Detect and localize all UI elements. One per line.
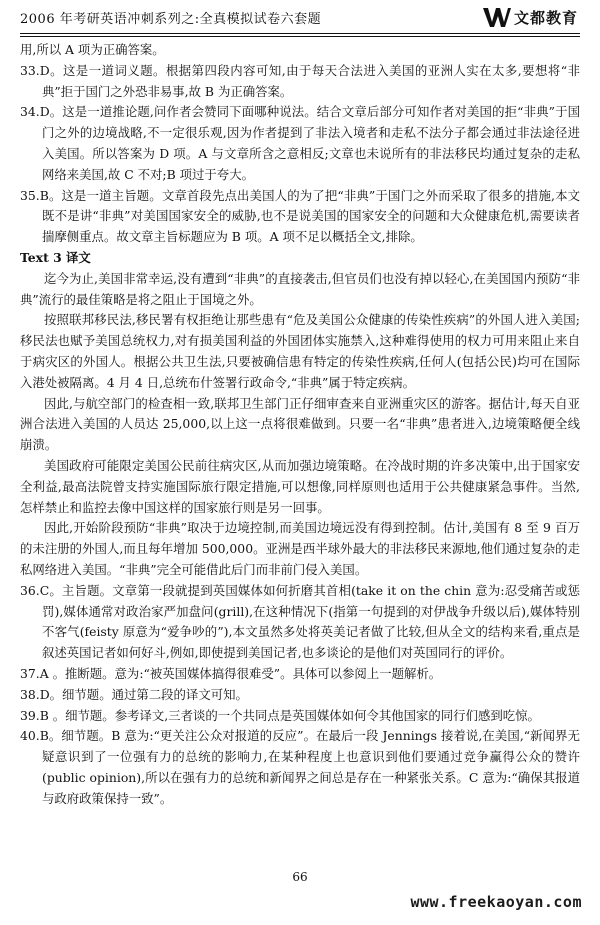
answer-item: 34.D。这是一道推论题,问作者会赞同下面哪种说法。结合文章后部分可知作者对美国的拒“非典”于国门之外的边境战略,不一定很乐观,因为作者提到了非法入境者和走私不法分子都会通过非法途径进入美国。所以答案为 D 项。A 与文章所含之意相反;文章也未说所有的非法移民均通过复杂的走私网络来美国,故 C 不对;B 项过于夸大。 (20, 104, 580, 182)
wendu-logo-icon (483, 6, 511, 28)
page-number: 66 (292, 870, 308, 884)
answer-explanations (20, 40, 580, 809)
translation-paragraph: 因此,与航空部门的检查相一致,联邦卫生部门正仔细审查来自亚洲重灾区的游客。据估计,每天自亚洲合法进入美国的人员达 25,000,以上这一点将很难做到。只要一名“非典”患者进入,边境策略便全线崩溃。 (20, 395, 580, 453)
answer-item: 38.D。细节题。通过第二段的译文可知。 (20, 686, 248, 702)
site-url: www.freekaoyan.com (410, 893, 582, 911)
answer-item: 35.B。这是一道主旨题。文章首段先点出美国人的为了把“非典”于国门之外而采取了很多的措施,本文既不是讲“非典”对美国国家安全的威胁,也不是说美国的国家安全的问题和大众健康危机,需要读者揣摩侧重点。故文章主旨标题应为 B 项。A 项不足以概括全文,排除。 (20, 187, 580, 245)
brand (483, 4, 578, 30)
answer-item: 36.C。主旨题。文章第一段就提到英国媒体如何折磨其首相(take it on the chin 意为:忍受痛苦或惩罚),媒体通常对政治家严加盘问(grill),在这种情况下(指第一句提到的对伊战争升级以后),媒体特别不客气(feisty 原意为“爱争吵的”),本文虽然多处将英美记者做了比较,但从全文的结构来看,重点是叙述英国记者如何好斗,例如,即使提到美国记者,也多谈论的是他们对英国同行的评价。 (20, 582, 580, 661)
header-rule-thin (20, 36, 580, 37)
header-rule (20, 33, 580, 34)
answer-item: 37.A 。推断题。意为:“被英国媒体搞得很难受”。具体可以参阅上一题解析。 (20, 665, 442, 681)
header-title: 2006 年考研英语冲刺系列之:全真模拟试卷六套题 (20, 12, 322, 27)
continuation-paragraph: 用,所以 A 项为正确答案。 (20, 42, 165, 57)
translation-paragraph: 迄今为止,美国非常幸运,没有遭到“非典”的直接袭击,但官员们也没有掉以轻心,在美国国内预防“非典”流行的最佳策略是将之阻止于国境之外。 (20, 270, 580, 307)
translation-paragraph: 按照联邦移民法,移民署有权拒绝让那些患有“危及美国公众健康的传染性疾病”的外国人进入美国;移民法也赋予美国总统权力,对有损美国利益的外国团体实施禁入,这种难得使用的权力可用来阻止来自于病灾区的外国人。根据公共卫生法,只要被确信患有特定的传染性疾病,任何人(包括公民)均可在国际入港处被隔离。4 月 4 日,总统布什签署行政命令,“非典”属于特定疾病。 (20, 312, 580, 390)
translation-paragraph: 美国政府可能限定美国公民前往病灾区,从而加强边境策略。在冷战时期的许多决策中,出于国家安全利益,最高法院曾支持实施国际旅行限定措施,可以想像,同样原则也适用于公共健康紧急事件。当然,怎样禁止和监控去像中国这样的国家旅行则是另一回事。 (20, 457, 580, 515)
brand-name: 文都教育 (513, 8, 578, 27)
translation-paragraph: 因此,开始阶段预防“非典”取决于边境控制,而美国边境远没有得到控制。估计,美国有 8 至 9 百万的未注册的外国人,而且每年增加 500,000。亚洲是西半球外最大的非法移民来源地,他们通过复杂的走私网络进入美国。“非典”完全可能借此后门而非前门侵入美国。 (20, 520, 580, 577)
answer-item: 40.B。细节题。B 意为:“更关注公众对报道的反应”。在最后一段 Jennings 接着说,在美国,“新闻界无疑意识到了一位强有力的总统的影响力,在某种程度上也意识到他们要通过竞争赢得公众的赞许(public opinion),所以在强有力的总统和新闻界之间总是存在一种紧张关系。C 意为:“确保其报道与政府政策保持一致”。 (20, 728, 580, 806)
page-header (0, 0, 600, 36)
answer-item: 33.D。这是一道词义题。根据第四段内容可知,由于每天合法进入美国的亚洲人实在太多,要想将“非典”拒于国门之外恐非易事,故 B 为正确答案。 (20, 62, 580, 99)
answer-item: 39.B 。细节题。参考译文,三者谈的一个共同点是英国媒体如何令其他国家的同行们感到吃惊。 (20, 707, 540, 723)
section-heading: Text 3 译文 (20, 249, 91, 265)
